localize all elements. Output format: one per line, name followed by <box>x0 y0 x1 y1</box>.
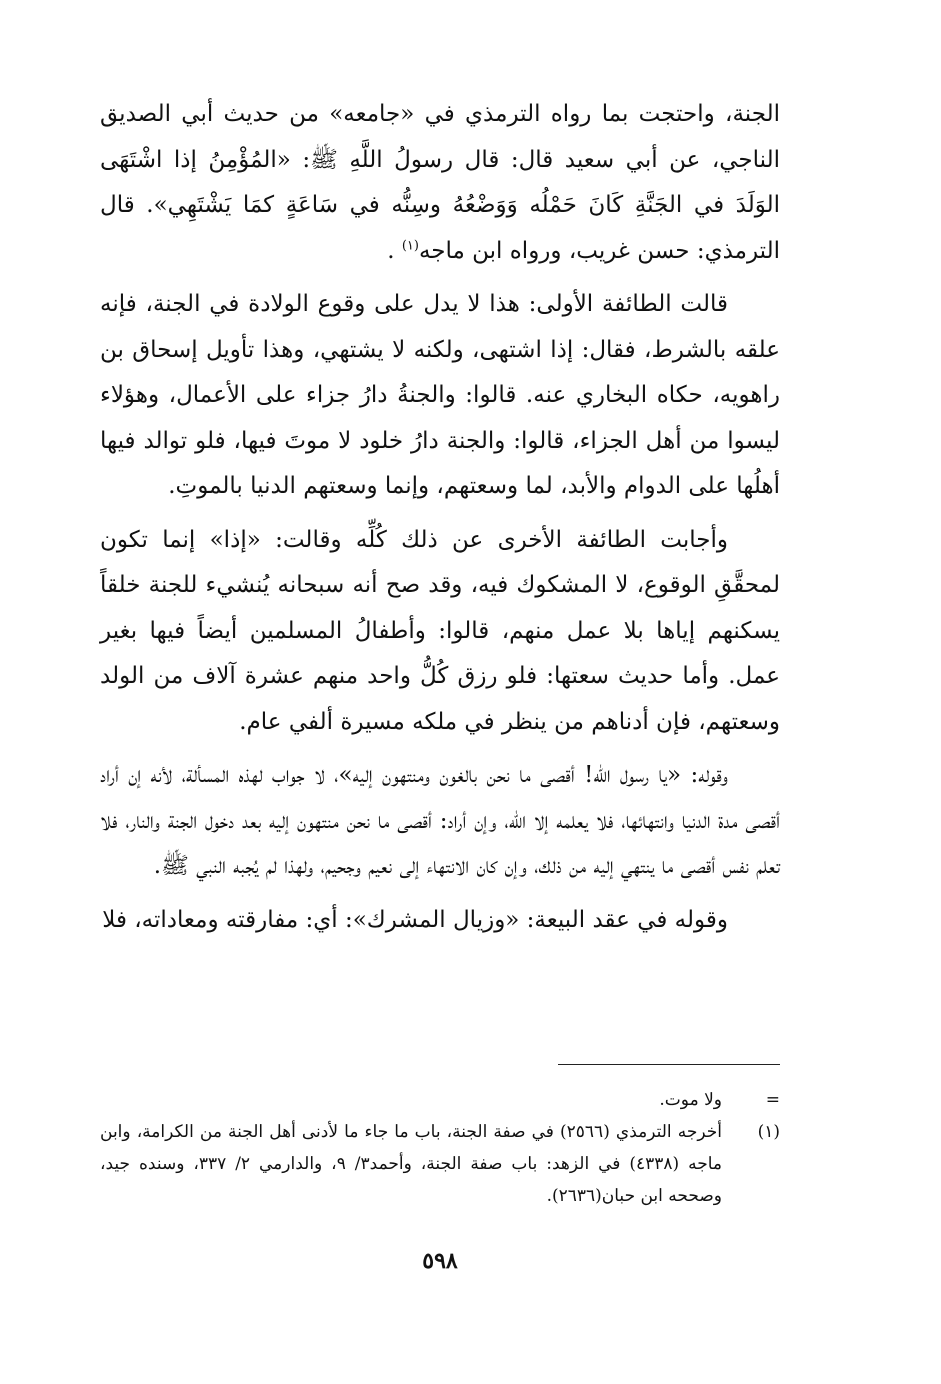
paragraph-1-text: الجنة، واحتجت بما رواه الترمذي في «جامعه» من حديث أبي الصديق الناجي، عن أبي سعيد قال: قال رسولُ اللَّهِ ﷺ: «المُؤْمِنُ إذا اشْتَهَى الوَلَدَ في الجَنَّةِ كَانَ حَمْلُه وَوَضْعُهُ وسِنُّه في سَاعَةٍ كمَا يَشْتَهِي». قال الترمذي: حسن غريب، ورواه ابن ماجه <box>100 101 780 264</box>
footnote-divider <box>558 1064 780 1065</box>
main-text <box>100 92 780 943</box>
paragraph-1 <box>100 92 780 274</box>
paragraph-3: وأجابت الطائفة الأخرى عن ذلك كُلِّه وقالت: «إذا» إنما تكون لمحقَّقِ الوقوع، لا المشكوك فيه، وقد صح أنه سبحانه يُنشيء للجنة خلقاً يسكنهم إياها بلا عمل منهم، قالوا: وأطفالُ المسلمين أيضاً فيها بغير عمل. وأما حديث سعتها: فلو رزق كُلُّ واحد منهم عشرة آلاف من الولد وسعتهم، فإن أدناهم من ينظر في ملكه مسيرة ألفي عام. <box>100 526 780 735</box>
page-number: ٥٩٨ <box>422 1248 458 1274</box>
paragraph-5: وقوله في عقد البيعة: «وزيال المشرك»: أي: مفارقته ومعاداته، فلا <box>102 906 728 933</box>
paragraph-4: وقوله: «يا رسول الله! أقصى ما نحن بالغون ومنتهون إليه»، لا جواب لهذه المسألة، لأنه إن أراد أقصى مدة الدنيا وانتهائها، فلا يعلمه إلا الله، وإن أراد: أقصى ما نحن منتهون إليه بعد دخول الجنة والنار، فلا تعلم نفس أقصى ما ينتهي إليه من ذلك، وإن كان الانتهاء إلى نعيم وجحيم، ولهذا لم يُجبه النبي ﷺ. <box>100 762 780 879</box>
footnote-continuation-text: ولا موت. <box>659 1090 722 1110</box>
footnote-1-marker: (١) <box>757 1122 780 1142</box>
footnote-1-text: أخرجه الترمذي (٢٥٦٦) في صفة الجنة، باب ما جاء ما لأدنى أهل الجنة من الكرامة، وابن ماجه (٤٣٣٨) في الزهد: باب صفة الجنة، وأحمد٣/ ٩، والدارمي ٢/ ٣٣٧، وسنده جيد، وصححه ابن حبان(٢٦٣٦). <box>100 1122 722 1206</box>
footnotes <box>100 1084 780 1212</box>
footnote-continuation <box>100 1084 780 1116</box>
footnote-continuation-marker: = <box>765 1090 780 1110</box>
paragraph-1-end: . <box>387 237 395 264</box>
footnote-1 <box>100 1116 780 1212</box>
footnote-ref-1[interactable]: (١) <box>401 237 419 253</box>
book-page <box>100 92 780 1292</box>
paragraph-2: قالت الطائفة الأولى: هذا لا يدل على وقوع الولادة في الجنة، فإنه علقه بالشرط، فقال: إذا اشتهى، ولكنه لا يشتهي، وهذا تأويل إسحاق بن راهويه، حكاه البخاري عنه. قالوا: والجنةُ دارُ جزاء على الأعمال، وهؤلاء ليسوا من أهل الجزاء، قالوا: والجنة دارُ خلود لا موتَ فيها، فلو توالد فيها أهلُها على الدوام والأبد، لما وسعتهم، وإنما وسعتهم الدنيا بالموتِ. <box>100 291 780 499</box>
